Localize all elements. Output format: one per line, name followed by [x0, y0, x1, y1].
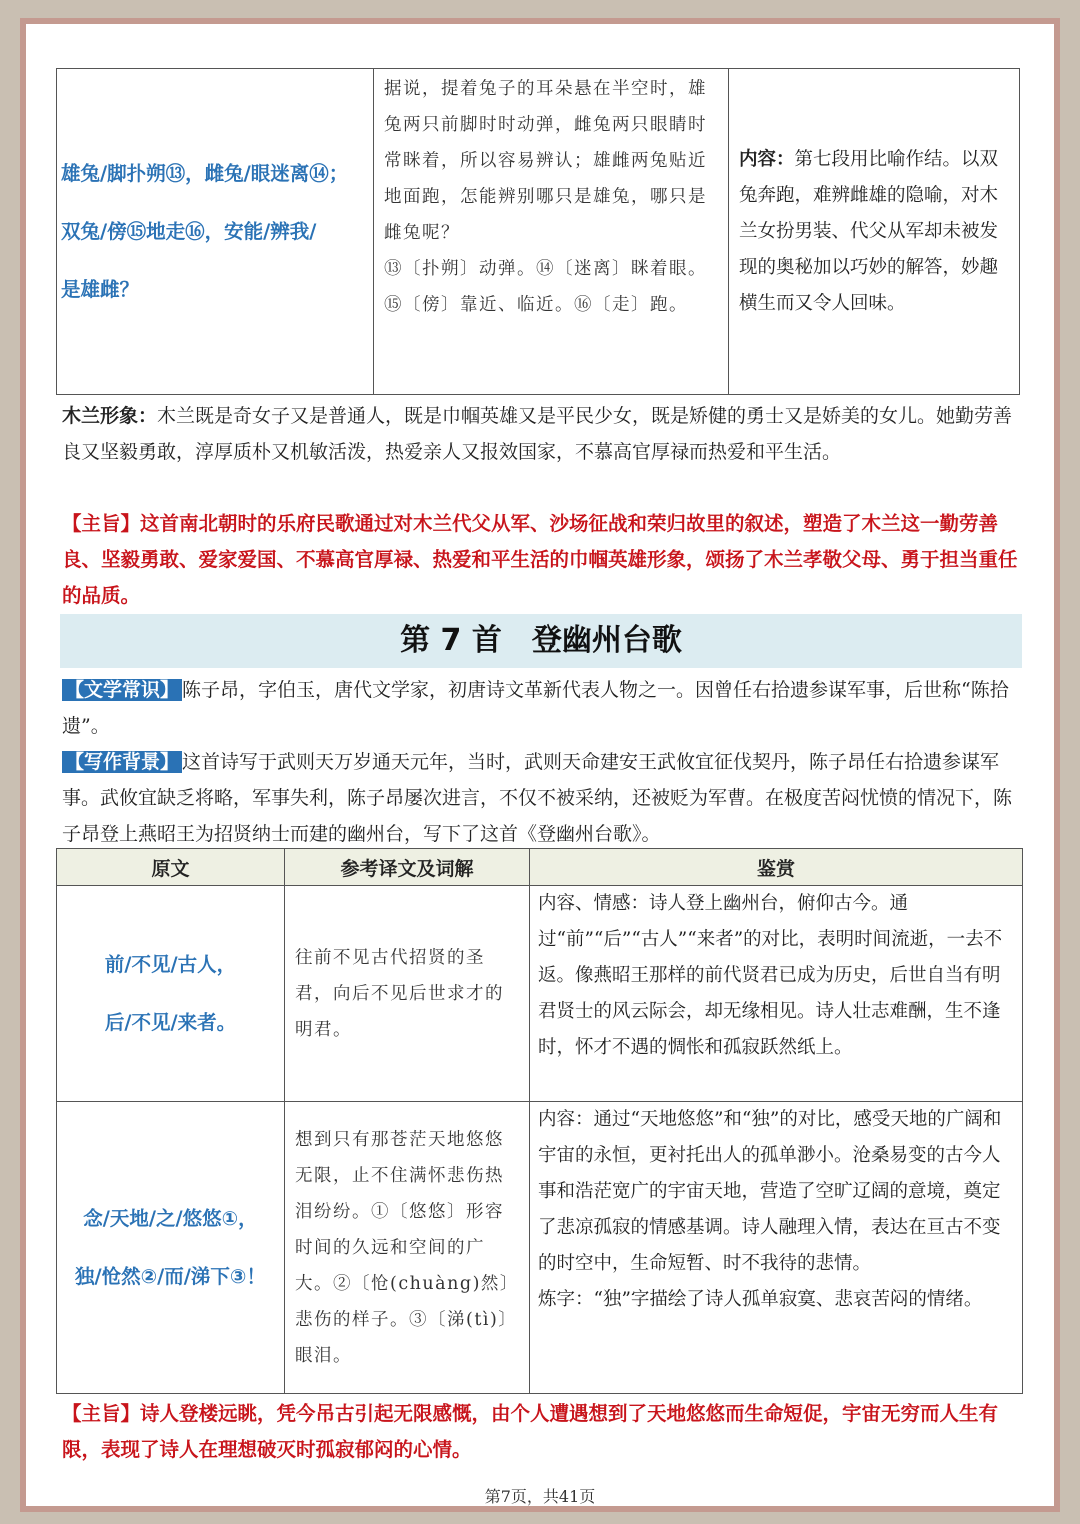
translation-text: 往前不见古代招贤的圣君，向后不见后世求才的明君。 — [295, 947, 504, 1040]
background-label: 【写作背景】 — [62, 751, 182, 773]
original-line: 雄兔/脚扑朔⑬，雌兔/眼迷离⑭； — [61, 161, 349, 185]
original-line: 独/怆然②/而/涕下③！ — [75, 1264, 266, 1288]
mulan-image-paragraph: 木兰形象：木兰既是奇女子又是普通人，既是巾帼英雄又是平民少女，既是矫健的勇士又是娇美的女儿。她勤劳善良又坚毅勇敢，淳厚质朴又机敏活泼，热爱亲人又报效国家，不慕高官厚禄而热爱和平生活。 — [62, 405, 1013, 463]
original-text-cell — [57, 69, 374, 395]
literature-paragraph: 【文学常识】 陈子昂，字伯玉，唐代文学家，初唐诗文革新代表人物之一。因曾任右拾遗参谋军事，后世称“陈拾遗”。 — [62, 679, 1009, 737]
page-number: 第7页，共41页 — [484, 1487, 596, 1506]
original-text-cell — [57, 1102, 285, 1394]
word-refinement-text: 炼字：“独”字描绘了诗人孤单寂寞、悲哀苦闷的情绪。 — [538, 1289, 983, 1310]
appreciation-text: 内容、情感：诗人登上幽州台，俯仰古今。通过“前”“后”“古人”“来者”的对比，表明时间流逝，一去不返。像燕昭王那样的前代贤君已成为历史，后世自当有明君贤士的风云际会，却无缘相见。诗人壮志难酬，生不逢时，怀才不遇的惆怅和孤寂跃然纸上。 — [538, 893, 1003, 1058]
original-line: 是雄雌？ — [61, 277, 140, 301]
literature-label: 【文学常识】 — [62, 679, 182, 701]
background-paragraph: 【写作背景】 这首诗写于武则天万岁通天元年，当时，武则天命建安王武攸宜征伐契丹，陈子昂任右拾遗参谋军事。武攸宜缺乏将略，军事失利，陈子昂屡次进言，不仅不被采纳，还被贬为军曹。在极度苦闷忧愤的情况下，陈子昂登上燕昭王为招贤纳士而建的幽州台，写下了这首《登幽州台歌》。 — [62, 751, 1013, 845]
poem-table — [56, 848, 1023, 1394]
original-line: 双兔/傍⑮地走⑯，安能/辨我/ — [61, 219, 317, 243]
theme-paragraph: 【主旨】这首南北朝时的乐府民歌通过对木兰代父从军、沙场征战和荣归故里的叙述，塑造了木兰这一勤劳善良、坚毅勇敢、爱家爱国、不慕高官厚禄、热爱和平生活的巾帼英雄形象，颂扬了木兰孝敬父母、勇于担当重任的品质。 — [62, 512, 1018, 607]
appreciation-cell — [729, 69, 1020, 395]
translation-text: 想到只有那苍茫天地悠悠无限，止不住满怀悲伤热泪纷纷。①〔悠悠〕形容时间的久远和空间的广大。②〔怆(chuàng)然〕悲伤的样子。③〔涕(tì)〕眼泪。 — [295, 1129, 519, 1366]
appreciation-cell — [530, 886, 1023, 1102]
appreciation-text: 内容：第七段用比喻作结。以双兔奔跑，难辨雌雄的隐喻，对木兰女扮男装、代父从军却未被发现的奥秘加以巧妙的解答，妙趣横生而又令人回味。 — [739, 148, 999, 314]
theme-paragraph-2: 【主旨】诗人登楼远眺，凭今吊古引起无限感慨，由个人遭遇想到了天地悠悠而生命短促，宇宙无穷而人生有限，表现了诗人在理想破灭时孤寂郁闷的心情。 — [62, 1402, 999, 1461]
translation-cell — [374, 69, 729, 395]
original-text-cell — [57, 886, 285, 1102]
page — [20, 18, 1060, 1512]
appreciation-text: 内容：通过“天地悠悠”和“独”的对比，感受天地的广阔和宇宙的永恒，更衬托出人的孤单渺小。沧桑易变的古今人事和浩茫宽广的宇宙天地，营造了空旷辽阔的意境，奠定了悲凉孤寂的情感基调。诗人融理入情，表达在亘古不变的时空中，生命短暂、时不我待的悲情。 — [538, 1109, 1002, 1274]
original-line: 后/不见/来者。 — [104, 1010, 237, 1034]
header-appreciation: 鉴赏 — [530, 849, 1023, 886]
original-line: 前/不见/古人， — [104, 952, 237, 976]
header-translation: 参考译文及词解 — [285, 849, 530, 886]
appreciation-cell — [530, 1102, 1023, 1394]
translation-cell — [285, 886, 530, 1102]
header-original: 原文 — [57, 849, 285, 886]
glossary-text: ⑬〔扑朔〕动弹。⑭〔迷离〕眯着眼。⑮〔傍〕靠近、临近。⑯〔走〕跑。 — [384, 259, 707, 315]
section-title: 第 7 首 登幽州台歌 — [60, 614, 1022, 668]
poem-table-continued — [56, 68, 1020, 395]
original-line: 念/天地/之/悠悠①， — [83, 1206, 258, 1230]
translation-cell — [285, 1102, 530, 1394]
translation-text: 据说，提着兔子的耳朵悬在半空时，雄兔两只前脚时时动弹，雌兔两只眼睛时常眯着，所以容易辨认；雄雌两兔贴近地面跑，怎能辨别哪只是雄兔，哪只是雌兔呢？ — [384, 79, 707, 243]
